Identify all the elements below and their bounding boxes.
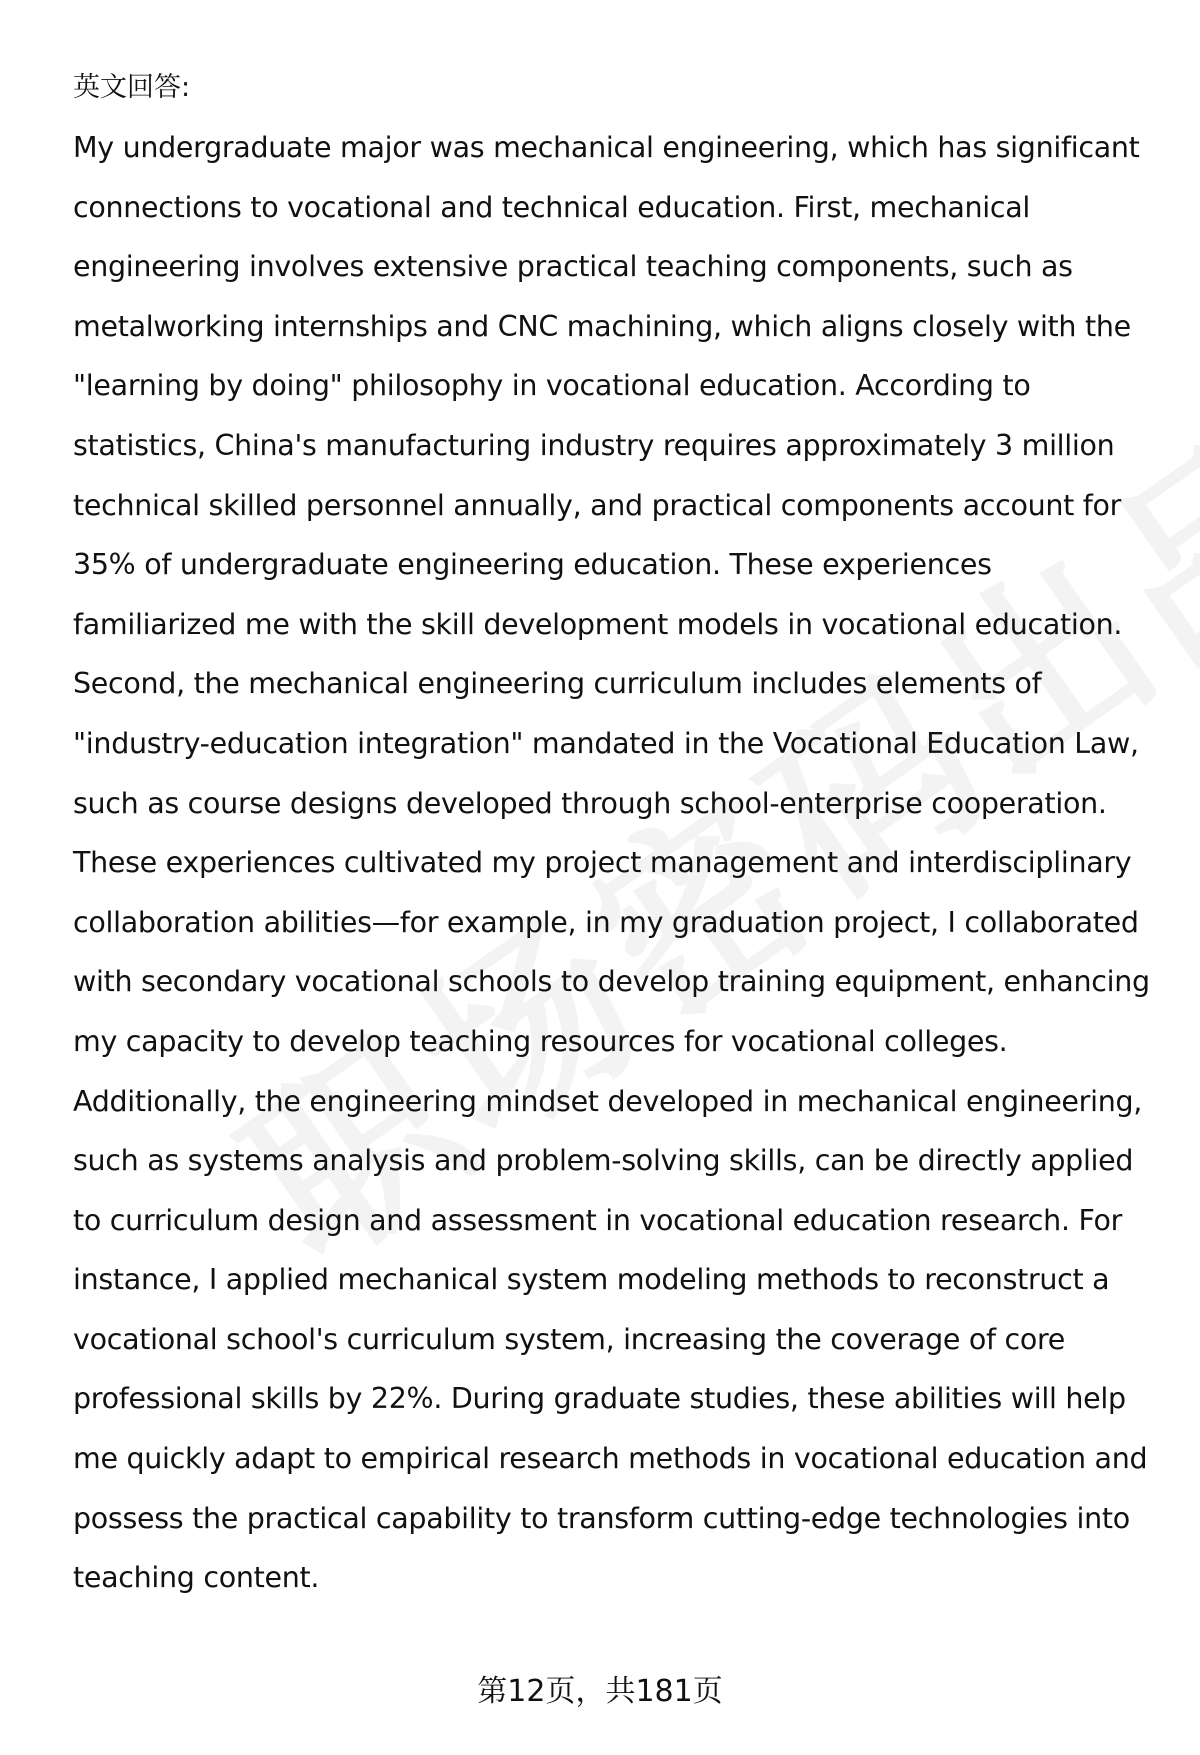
answer-heading: 英文回答: xyxy=(73,72,191,103)
answer-paragraph: My undergraduate major was mechanical engineering, which has significant connections to vocational and technical education. First, mechanical engineering involves extensive practical teaching components, such as metalworking internships and CNC machining, which aligns closely with the "learning by doing" philosophy in vocational education. According to statistics, China's manufacturing industry requires approximately 3 million technical skilled personnel annually, and practical components account for 35% of undergraduate engineering education. These experiences familiarized me with the skill development models in vocational education. Second, the mechanical engineering curriculum includes elements of "industry-education integration" mandated in the Vocational Education Law, such as course designs developed through school-enterprise cooperation. These experiences cultivated my project management and interdisciplinary collaboration abilities—for example, in my graduation project, I collaborated with secondary vocational schools to develop training equipment, enhancing my capacity to develop teaching resources for vocational colleges. Additionally, the engineering mindset developed in mechanical engineering, such as systems analysis and problem-solving skills, can be directly applied to curriculum design and assessment in vocational education research. For instance, I applied mechanical system modeling methods to reconstruct a vocational school's curriculum system, increasing the coverage of core professional skills by 22%. During graduate studies, these abilities will help me quickly adapt to empirical research methods in vocational education and possess the practical capability to transform cutting-edge technologies into teaching content. xyxy=(73,131,1150,1595)
page-number: 第12页，共181页 xyxy=(477,1674,723,1709)
